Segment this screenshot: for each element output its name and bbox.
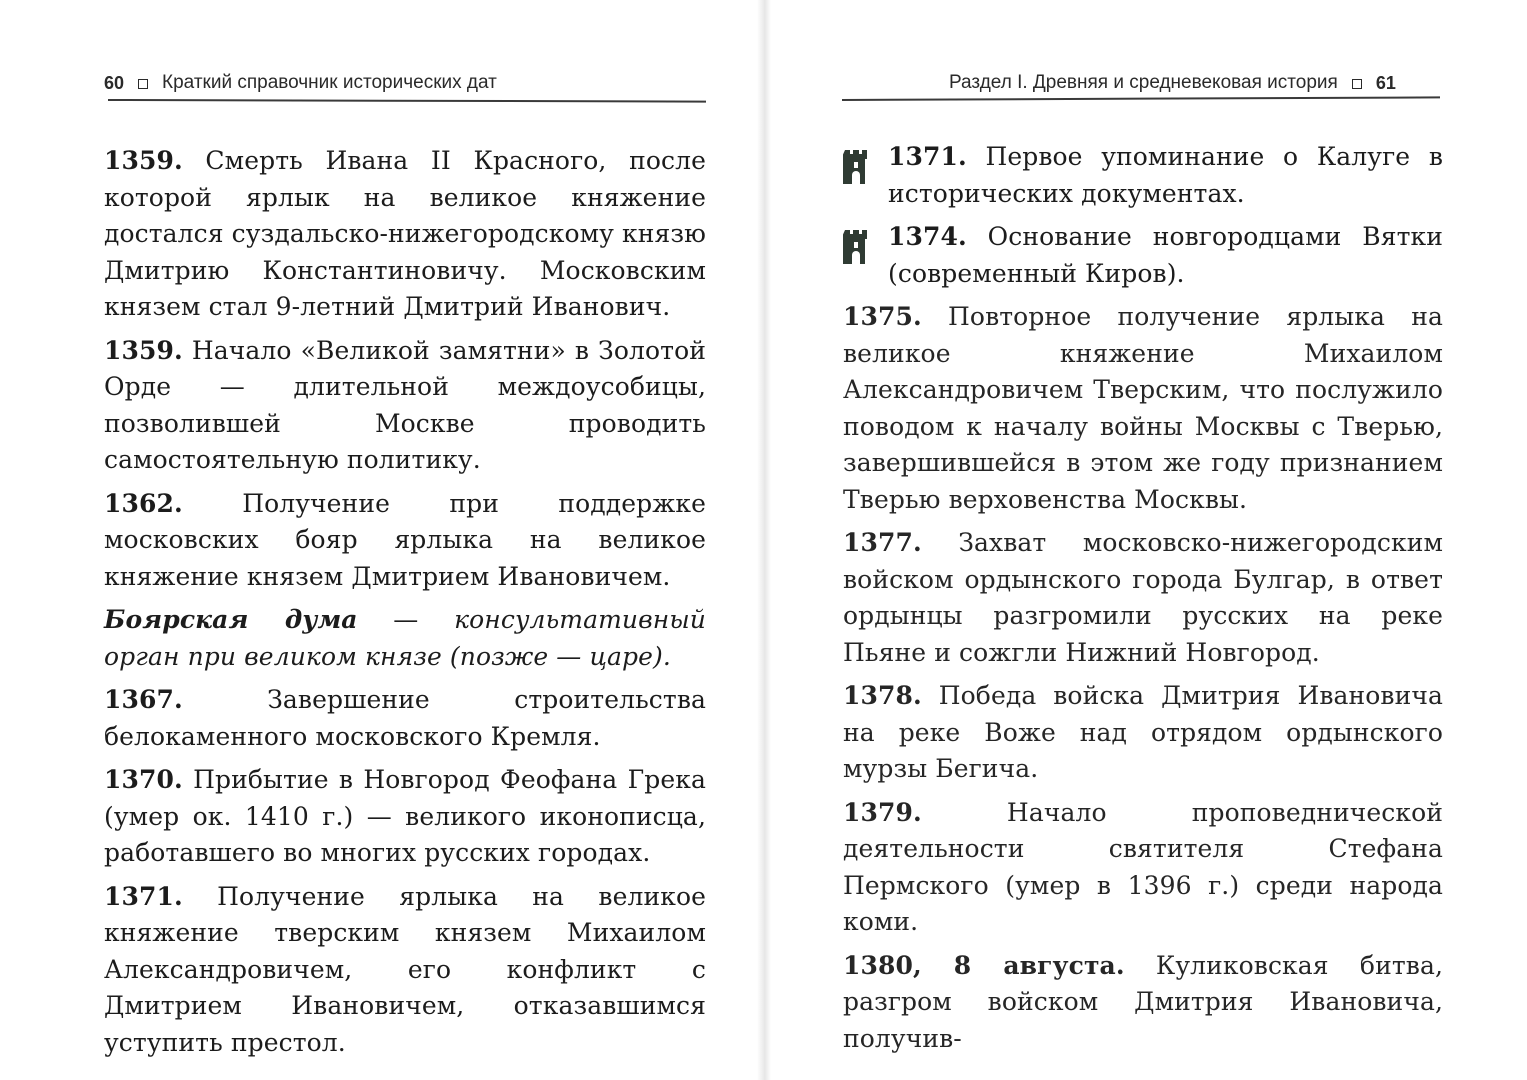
- entry-year: 1367.: [104, 685, 183, 714]
- date-entry: [843, 795, 1443, 941]
- entry-text: Получение при поддержке московских бояр ярлыка на великое княжение князем Дмитрием Ивановичем.: [104, 488, 706, 591]
- entry-text: Завершение строительства белокаменного московского Кремля.: [104, 685, 706, 751]
- right-page: [764, 0, 1527, 1080]
- entry-text: Повторное получение ярлыка на великое княжение Михаилом Александровичем Тверским, что послужило поводом к началу войны Москвы с Тверью, завершившейся в этом же году признанием Тверью верховенства Москвы.: [843, 302, 1443, 514]
- date-entry: [104, 486, 706, 596]
- header-rule: [108, 99, 706, 103]
- entry-year: 1362.: [104, 488, 183, 518]
- square-bullet-icon: [138, 79, 148, 89]
- tower-icon: [843, 149, 869, 185]
- date-entry: [843, 299, 1443, 518]
- square-bullet-icon: [1352, 79, 1362, 89]
- entry-text: Смерть Ивана II Красного, после которой ярлык на великое княжение достался суздальско-нижегородскому князю Дмитрию Константиновичу. Московским князем стал 9-летний Дмитрий Иванович.: [104, 146, 706, 321]
- page-number: 60: [104, 72, 125, 93]
- entry-year: 1359.: [104, 146, 183, 175]
- date-entry: [843, 525, 1443, 671]
- entry-year: 1377.: [843, 528, 922, 557]
- entry-year: 1375.: [843, 302, 922, 331]
- entry-year: 1378.: [843, 681, 922, 710]
- date-entry: [843, 678, 1443, 788]
- tower-icon: [843, 229, 869, 265]
- date-entry: [104, 333, 706, 479]
- date-entry: [104, 879, 706, 1062]
- running-head-left: [104, 70, 497, 96]
- entry-year: 1379.: [843, 797, 922, 827]
- entry-year: 1371.: [888, 142, 967, 171]
- entry-text: Прибытие в Новгород Феофана Грека (умер ок. 1410 г.) — великого иконописца, работавшего во многих русских городах.: [104, 765, 706, 867]
- running-head-title: Краткий справочник исторических дат: [162, 72, 497, 93]
- running-head-right: [949, 70, 1396, 96]
- left-page: [0, 0, 763, 1080]
- term-definition: [104, 602, 706, 675]
- entry-text: Захват московско-нижегородским войском ордынского города Булгар, в ответ ордынцы разгромили русских на реке Пьяне и сожгли Нижний Новгород.: [843, 528, 1443, 667]
- entry-text: Начало проповеднической деятельности святителя Стефана Пермского (умер в 1396 г.) среди народа коми.: [843, 797, 1443, 936]
- entry-text: Получение ярлыка на великое княжение тверским князем Михаилом Александровичем, его конфликт с Дмитрием Ивановичем, отказавшимся уступить престол.: [104, 881, 706, 1057]
- running-head-title: Раздел I. Древняя и средневековая история: [949, 72, 1338, 93]
- entry-text: Первое упоминание о Калуге в исторических документах.: [888, 142, 1443, 208]
- entry-year: 1359.: [104, 335, 183, 365]
- right-page-body: [843, 139, 1443, 1064]
- entry-text: Основание новгородцами Вятки (современный Киров).: [888, 222, 1444, 288]
- left-page-body: [104, 143, 706, 1068]
- date-entry: [104, 143, 706, 326]
- date-entry: [843, 948, 1443, 1058]
- entry-year: 1371.: [104, 881, 183, 911]
- entry-year: 1380, 8 августа.: [843, 950, 1125, 980]
- date-entry: [104, 762, 706, 872]
- date-entry: [843, 139, 1443, 212]
- term-dash: —: [357, 605, 455, 634]
- entry-year: 1374.: [888, 222, 967, 251]
- page-number: 61: [1375, 72, 1396, 93]
- date-entry: [104, 682, 706, 755]
- entry-year: 1370.: [104, 765, 183, 794]
- term-definition-text: консультативный орган при великом князе (позже — царе).: [104, 605, 706, 671]
- entry-text: Начало «Великой замятни» в Золотой Орде — длительной междоусобицы, позволившей Москве проводить самостоятельную политику.: [104, 335, 706, 474]
- term: Боярская дума: [104, 605, 358, 634]
- header-rule: [842, 96, 1440, 101]
- date-entry: [843, 219, 1443, 292]
- entry-text: Победа войска Дмитрия Ивановича на реке Воже над отрядом ордынского мурзы Бегича.: [843, 681, 1444, 783]
- entry-text: Куликовская битва, разгром войском Дмитрия Ивановича, получив-: [843, 950, 1443, 1053]
